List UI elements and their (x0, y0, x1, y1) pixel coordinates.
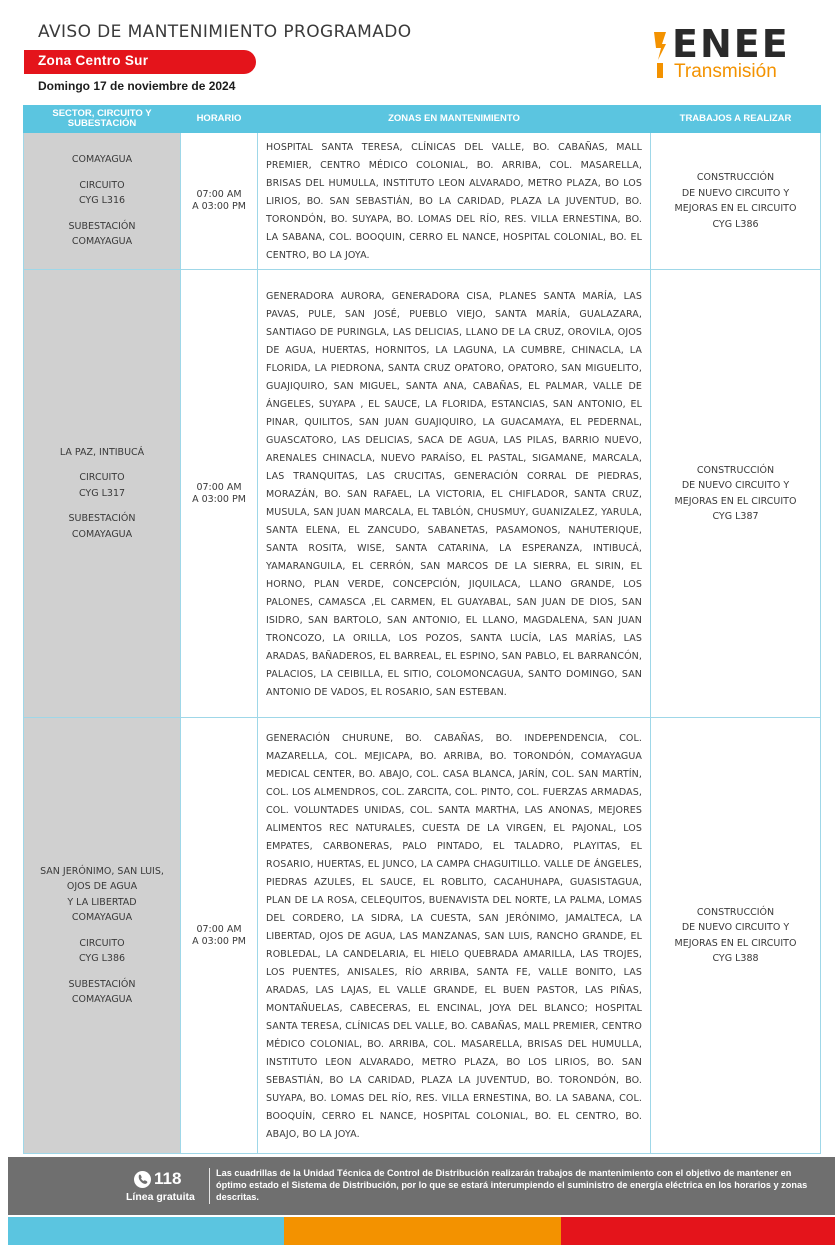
sector-cell (24, 718, 181, 1154)
sector-name: COMAYAGUA (71, 154, 133, 166)
sector-name: OJOS DE AGUA (66, 881, 138, 892)
schedule-time: A 03:00 PM (192, 493, 246, 505)
footer-notice: Las cuadrillas de la Unidad Técnica de Control de Distribución realizarán trabajos de mantenimiento con el objetivo de mantener en óptimo estado el Sistema de Distribución, por lo que se estará interumpiendo el suministro de energía eléctrica en los horarios y zonas descritas. (216, 1168, 808, 1202)
circuit-name: CYG L316 (78, 195, 126, 207)
schedule-time: A 03:00 PM (192, 201, 246, 212)
works-line: MEJORAS EN EL CIRCUITO (674, 203, 797, 214)
works-line: CONSTRUCCIÓN (696, 464, 775, 476)
schedule-time: 07:00 AM (196, 481, 242, 493)
sector-cell (24, 270, 181, 718)
stripe-blue (8, 1217, 284, 1245)
table-row (24, 133, 821, 270)
substation-name: COMAYAGUA (71, 236, 133, 248)
schedule-time: A 03:00 PM (192, 935, 246, 947)
table-row (24, 718, 821, 1154)
works-line: DE NUEVO CIRCUITO Y (681, 922, 790, 933)
phone-label: Línea gratuita (126, 1191, 195, 1203)
zones-cell: HOSPITAL SANTA TERESA, CLÍNICAS DEL VALLE, BO. CABAÑAS, MALL PREMIER, CENTRO MÉDICO COLONIAL, BO. ARRIBA, COL. MASARELLA, BRISAS DEL HUMULLA, INSTITUTO LEON ALVARADO, METRO PLAZA, BO LOS LIRIOS, BO. SAN SEBASTIÁN, BO LA CARIDAD, PLAZA LA JUVENTUD, BO. TORONDÓN, BO. SUYAPA, BO. LOMAS DEL RÍO, RES. VILLA ERNESTINA, BO. LA SABANA, COL. BOOQUIN, CERRO EL NANCE, HOSPITAL COLONIAL, BO. EL CENTRO, BO LA JOYA. (258, 133, 651, 270)
schedule-cell (181, 133, 258, 270)
schedule-cell (181, 270, 258, 718)
enee-flame-icon (652, 30, 668, 80)
circuit-name: CIRCUITO (79, 937, 125, 949)
substation-name: SUBESTACIÓN (68, 978, 136, 990)
substation-name: SUBESTACIÓN (68, 513, 136, 525)
enee-logo (652, 22, 812, 88)
sector-name: COMAYAGUA (71, 912, 133, 923)
stripe-orange (284, 1217, 561, 1245)
sector-cell (24, 133, 181, 270)
stripe-red (561, 1217, 835, 1245)
works-line: CYG L387 (712, 511, 759, 522)
maintenance-date: Domingo 17 de noviembre de 2024 (38, 79, 236, 93)
table-row (24, 270, 821, 718)
substation-name: COMAYAGUA (71, 528, 133, 540)
zones-cell: GENERADORA AURORA, GENERADORA CISA, PLANES SANTA MARÍA, LAS PAVAS, PULE, SAN JOSÉ, PUEBLO VIEJO, SANTA MARÍA, GUALAZARA, SANTIAGO DE PURINGLA, LAS DELICIAS, LLANO DE LA CRUZ, OROVILA, OJOS DE AGUA, HUERTAS, HORNITOS, LA LAGUNA, LA CUMBRE, CHINACLA, LA FLORIDA, LA PIEDRONA, SANTA CRUZ OPATORO, OPATORO, SAN MIGUELITO, GUAJIQUIRO, SAN MIGUEL, SANTA ANA, CABAÑAS, EL PALMAR, VALLE DE ÁNGELES, SUYAPA , EL SAUCE, LA FLORIDA, ESTANCIAS, SAN ANTONIO, EL PINAR, QUILITOS, SAN JUAN GUAJIQUIRO, LA GUACAMAYA, EL PEDERNAL, GUASCATORO, LAS DELICIAS, SACA DE AGUA, LAS PILAS, BARRIO NUEVO, ARENALES CHINACLA, NUEVO PARAÍSO, EL PASTAL, SIGAMANE, MARCALA, LAS TRANQUITAS, LAS CRUCITAS, GENERACIÓN CORRAL DE PIEDRAS, MORAZÁN, BO. SAN RAFAEL, LA VICTORIA, EL CHIFLADOR, SANTA CRUZ, MUSULA, SAN JUAN MARCALA, EL TABLÓN, CHUSMUY, GUANIZALEZ, YARULA, SANTA ELENA, EL ZANCUDO, SABANETAS, PASAMONOS, NAHUTERIQUE, SANTA ROSITA, WISE, SANTA CATARINA, LA ESPERANZA, INTIBUCÁ, YAMARANGUILA, EL CERRÓN, SAN MARCOS DE LA SIERRA, EL SIRIN, EL HORNO, PLAN VERDE, CONCEPCIÓN, JIQUILACA, LLANO GRANDE, LOS PALONES, CAMASCA ,EL CARMEN, EL GUAYABAL, SAN JUAN DE DIOS, SAN ISIDRO, SAN BARTOLO, SAN ANTONIO, EL LLANO, MAGDALENA, SAN JUAN TRONCOZO, LA ORILLA, LOS POZOS, SANTA LUCÍA, LAS MARÍAS, LAS ARADAS, BAÑADEROS, EL BARREAL, EL ESPINO, SAN PABLO, EL BARRANCÓN, PALACIOS, LA CEIBILLA, EL SITIO, COLOMONCAGUA, SANTO DOMINGO, SAN ANTONIO DE VADOS, EL ROSARIO, SAN ESTEBAN. (258, 270, 651, 718)
schedule-time: 07:00 AM (196, 923, 242, 935)
substation-name: SUBESTACIÓN (68, 220, 136, 232)
table-header-row (24, 106, 821, 133)
logo-subtitle: Transmisión (674, 61, 777, 82)
zones-cell: GENERACIÓN CHURUNE, BO. CABAÑAS, BO. INDEPENDENCIA, COL. MAZARELLA, COL. MEJICAPA, BO. ARRIBA, BO. TORONDÓN, COMAYAGUA MEDICAL CENTER, BO. ABAJO, COL. CASA BLANCA, JARÍN, COL. SAN MARTÍN, COL. LOS ALMENDROS, COL. ZARCITA, COL. PINTO, COL. FUERZAS ARMADAS, COL. VOLUNTADES UNIDAS, COL. SANTA MARTHA, LAS ANONAS, MEJORES ALIMENTOS REC NATURALES, CUESTA DE LA VIRGEN, EL PAJONAL, LOS EMPATES, CARBONERAS, PALO PINTADO, EL TALADRO, PLAYITAS, EL ROSARIO, HUERTAS, EL JUNCO, LA CAMPA CHAGUITILLO. VALLE DE ÁNGELES, PIEDRAS AZULES, EL SAUCE, EL ROBLITO, CACAHUHAPA, GUASISTAGUA, PLAN DE LA ROSA, CELEQUITOS, BUENAVISTA DEL NORTE, LA PALMA, LOMAS DEL CORDERO, LA SIDRA, LA CUESTA, SAN JERÓNIMO, JAMALTECA, LA LIBERTAD, OJOS DE AGUA, LAS MANZANAS, SAN LUIS, RANCHO GRANDE, EL ROBLEDAL, LA CANDELARIA, EL HIELO QUEBRADA AMARILLA, LAS TROJES, LOS PUENTES, ANISALES, RÍO ARRIBA, SANTA FE, VALLE BONITO, LAS ARADAS, LAS LAJAS, EL VALLE GRANDE, EL BUEN PASTOR, LAS PIÑAS, MONTAÑUELAS, CABECERAS, EL ENCINAL, JOYA DEL BLANCO; HOSPITAL SANTA TERESA, CLÍNICAS DEL VALLE, BO. CABAÑAS, MALL PREMIER, CENTRO MÉDICO COLONIAL, BO. ARRIBA, COL. MASARELLA, BRISAS DEL HUMULLA, INSTITUTO LEON ALVARADO, METRO PLAZA, BO LOS LIRIOS, BO. SAN SEBASTIÁN, BO LA CARIDAD, PLAZA LA JUVENTUD, BO. TORONDÓN, BO. SUYAPA, BO. LOMAS DEL RÍO, RES. VILLA ERNESTINA, BO. LA SABANA, COL. BOOQUÍN, CERRO EL NANCE, HOSPITAL COLONIAL, BO. EL CENTRO, BO. ABAJO, BO LA JOYA. (258, 718, 651, 1154)
works-line: CONSTRUCCIÓN (696, 906, 775, 918)
works-line: CONSTRUCCIÓN (696, 172, 775, 183)
works-line: DE NUEVO CIRCUITO Y (681, 187, 790, 199)
schedule-time: 07:00 AM (196, 189, 242, 200)
zone-label: Zona Centro Sur (38, 53, 149, 68)
schedule-cell (181, 718, 258, 1154)
phone-number: 118 (154, 1169, 182, 1188)
page-title: AVISO DE MANTENIMIENTO PROGRAMADO (38, 22, 412, 42)
circuit-name: CYG L317 (78, 487, 126, 499)
header-schedule: HORARIO (181, 106, 258, 133)
works-line: CYG L388 (712, 953, 759, 964)
footer-bar (8, 1157, 835, 1215)
works-line: DE NUEVO CIRCUITO Y (681, 480, 790, 491)
works-cell (651, 133, 821, 270)
works-cell (651, 270, 821, 718)
works-line: CYG L386 (712, 218, 759, 230)
logo-wordmark: ENEE (672, 22, 790, 66)
sector-name: Y LA LIBERTAD (67, 896, 137, 908)
hotline (118, 1169, 198, 1209)
works-line: MEJORAS EN EL CIRCUITO (674, 495, 797, 507)
sector-name: LA PAZ, INTIBUCÁ (59, 446, 145, 458)
maintenance-table (23, 105, 821, 1154)
works-cell (651, 718, 821, 1154)
header-sector: SECTOR, CIRCUITO Y SUBESTACIÓN (24, 106, 181, 133)
sector-name: SAN JERÓNIMO, SAN LUIS, (40, 865, 164, 877)
phone-icon (134, 1171, 151, 1188)
circuit-name: CYG L386 (78, 953, 126, 964)
substation-name: COMAYAGUA (71, 994, 133, 1005)
works-line: MEJORAS EN EL CIRCUITO (674, 937, 797, 949)
header-zones: ZONAS EN MANTENIMIENTO (258, 106, 651, 133)
footer-divider (209, 1168, 210, 1204)
circuit-name: CIRCUITO (79, 472, 125, 484)
header-works: TRABAJOS A REALIZAR (651, 106, 821, 133)
circuit-name: CIRCUITO (79, 179, 125, 191)
